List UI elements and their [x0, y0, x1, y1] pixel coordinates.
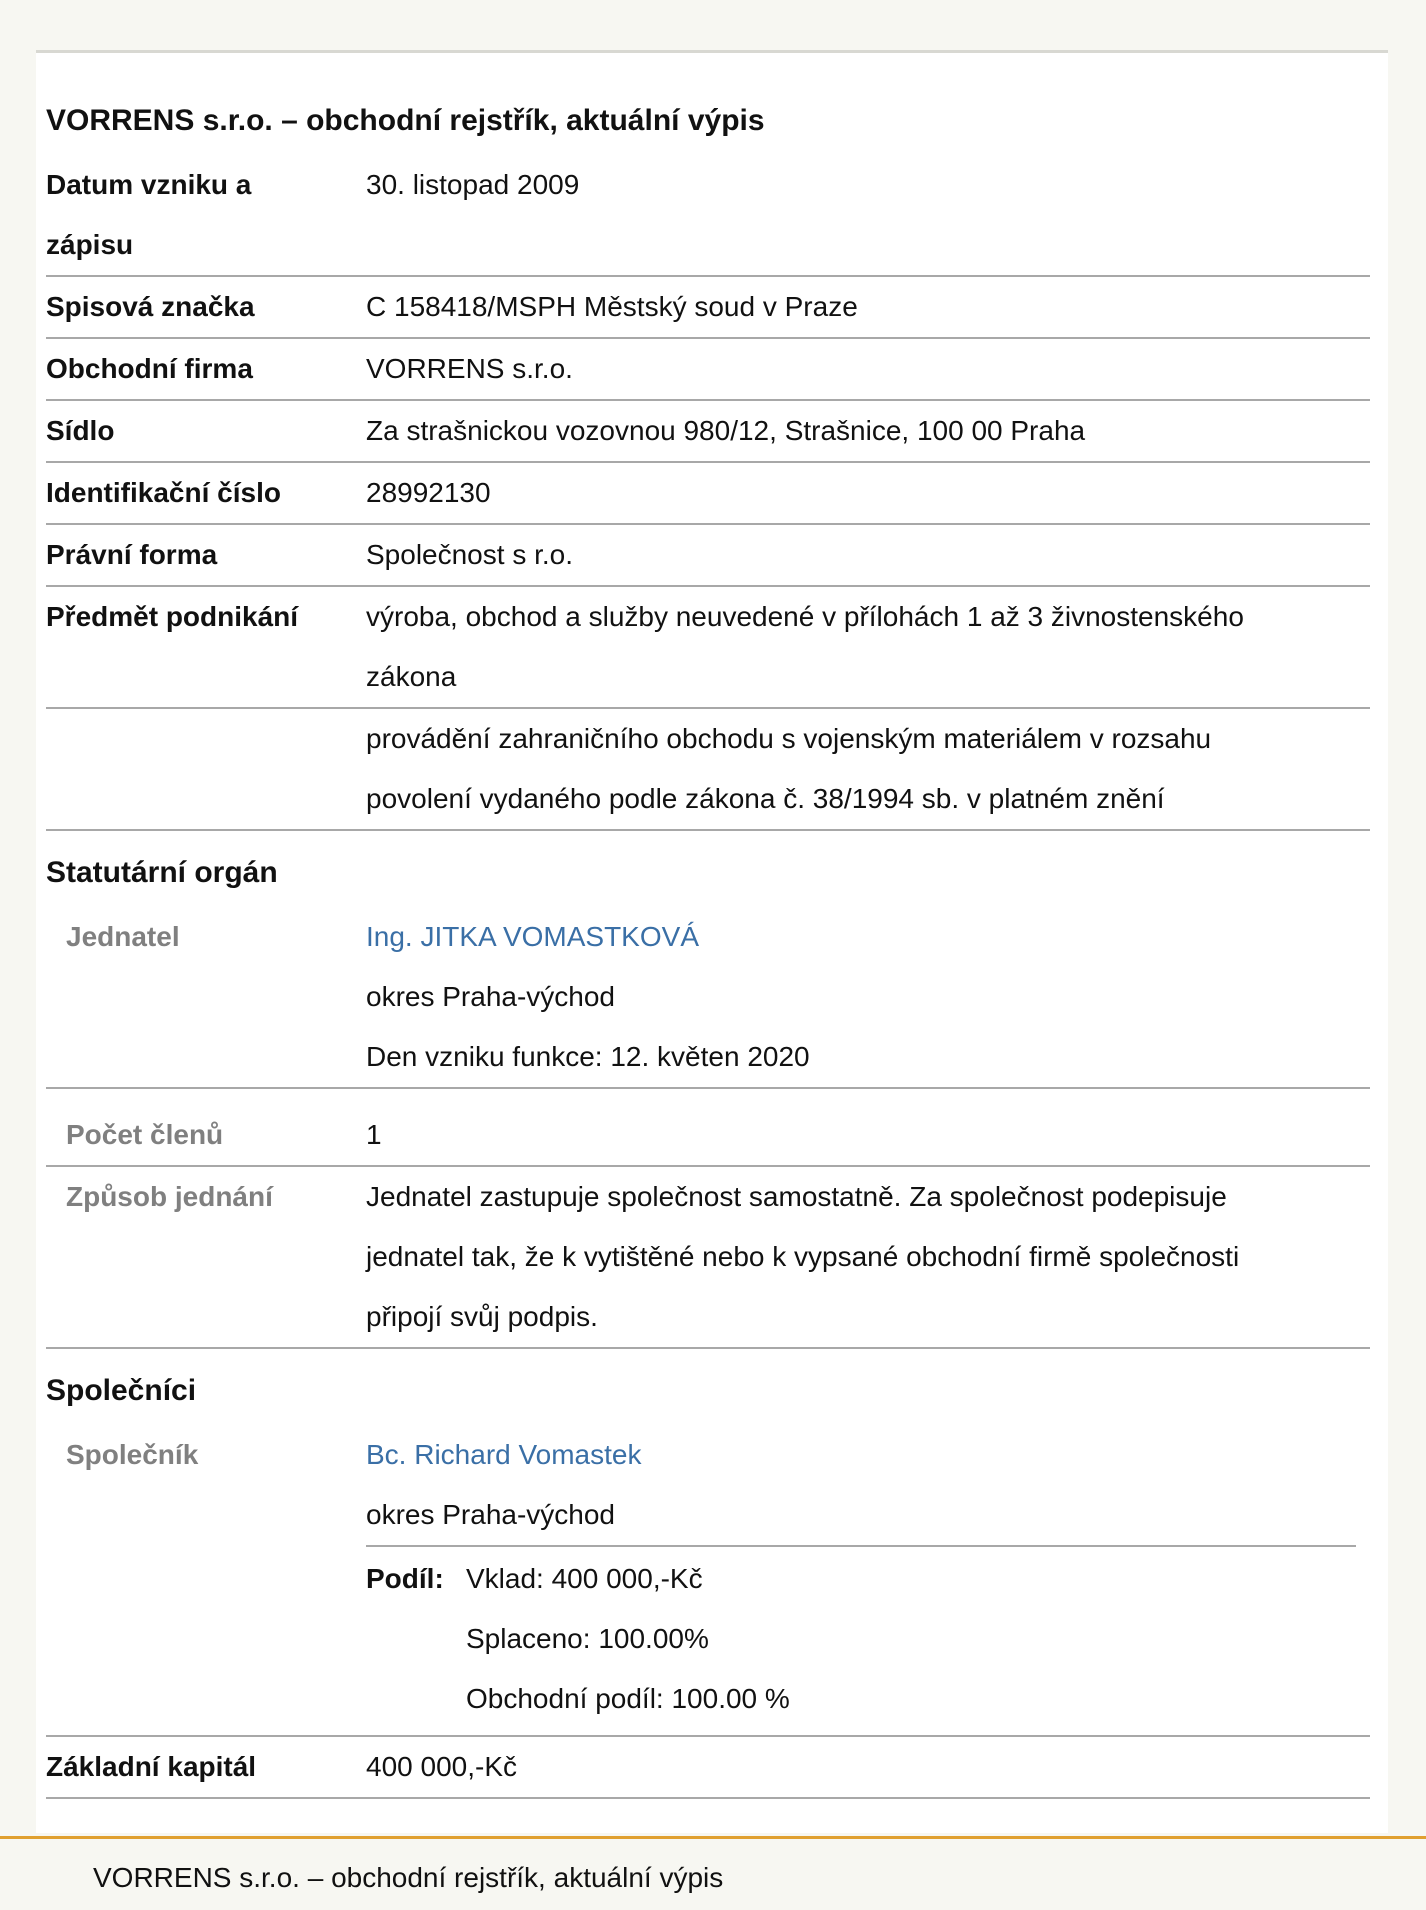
row-label: Právní forma	[46, 539, 218, 570]
row-value: Za strašnickou vozovnou 980/12, Strašnice, 100 00 Praha	[366, 415, 1086, 446]
row-value: 28992130	[366, 477, 491, 508]
share-vklad: Vklad: 400 000,-Kč	[466, 1563, 703, 1594]
row-value	[366, 907, 1366, 1087]
row-value: C 158418/MSPH Městský soud v Praze	[366, 291, 858, 322]
row-obchodni-firma	[46, 339, 1370, 401]
row-value-line: zákona	[366, 661, 457, 692]
share-label: Podíl:	[366, 1563, 444, 1594]
share-divider	[366, 1545, 1356, 1547]
row-label: Počet členů	[66, 1119, 224, 1150]
row-predmet-podnikani	[46, 587, 1370, 709]
footer-divider	[0, 1836, 1426, 1839]
row-value-line: Jednatel zastupuje společnost samostatně. Za společnost podepisuje	[366, 1181, 1227, 1212]
row-spolecnik	[46, 1425, 1370, 1737]
row-value: 30. listopad 2009	[366, 169, 580, 200]
row-pravni-forma	[46, 525, 1370, 587]
row-label: Sídlo	[46, 415, 115, 446]
row-label: Základní kapitál	[46, 1751, 257, 1782]
row-sidlo	[46, 401, 1370, 463]
row-label	[46, 155, 336, 275]
page-title: VORRENS s.r.o. – obchodní rejstřík, aktuální výpis	[46, 104, 765, 137]
row-label: Spisová značka	[46, 291, 255, 322]
row-spisova-znacka	[46, 277, 1370, 339]
row-value: VORRENS s.r.o.	[366, 353, 573, 384]
person-district: okres Praha-východ	[366, 1499, 616, 1530]
person-link-spolecnik[interactable]: Bc. Richard Vomastek	[366, 1439, 642, 1470]
register-extract-card	[36, 50, 1388, 1833]
row-value	[366, 1425, 1366, 1545]
row-label: Identifikační číslo	[46, 477, 281, 508]
row-label-line: Datum vzniku a	[46, 169, 252, 200]
person-link-jednatel[interactable]: Ing. JITKA VOMASTKOVÁ	[366, 921, 699, 952]
row-value	[366, 1167, 1366, 1347]
row-pocet-clenu	[46, 1105, 1370, 1167]
row-zakladni-kapital	[46, 1737, 1370, 1799]
share-obchodni-podil: Obchodní podíl: 100.00 %	[466, 1683, 790, 1714]
row-value-line: jednatel tak, že k vytištěné nebo k vypsané obchodní firmě společnosti	[366, 1241, 1240, 1272]
function-since: Den vzniku funkce: 12. květen 2020	[366, 1041, 810, 1072]
row-value: Společnost s r.o.	[366, 539, 574, 570]
section-title-statutarni-organ: Statutární orgán	[46, 856, 278, 889]
row-label: Předmět podnikání	[46, 601, 299, 632]
person-district: okres Praha-východ	[366, 981, 616, 1012]
row-value: 400 000,-Kč	[366, 1751, 517, 1782]
row-jednatel	[46, 907, 1370, 1089]
row-label: Jednatel	[66, 921, 180, 952]
row-datum-vzniku	[46, 155, 1370, 277]
row-value-line: připojí svůj podpis.	[366, 1301, 598, 1332]
row-label-line: zápisu	[46, 229, 134, 260]
row-value-line: povolení vydaného podle zákona č. 38/1994 sb. v platném znění	[366, 783, 1165, 814]
section-title-spolecnici: Společníci	[46, 1374, 197, 1407]
row-label: Obchodní firma	[46, 353, 253, 384]
row-identifikacni-cislo	[46, 463, 1370, 525]
row-label: Společník	[66, 1439, 199, 1470]
row-value-line: provádění zahraničního obchodu s vojenským materiálem v rozsahu	[366, 723, 1212, 754]
footer-title: VORRENS s.r.o. – obchodní rejstřík, aktuální výpis	[93, 1862, 724, 1893]
row-predmet-podnikani-2	[46, 709, 1370, 831]
share-splaceno: Splaceno: 100.00%	[466, 1623, 709, 1654]
row-value	[366, 709, 1366, 829]
row-value: 1	[366, 1119, 382, 1150]
row-value-line: výroba, obchod a služby neuvedené v přílohách 1 až 3 živnostenského	[366, 601, 1244, 632]
row-value	[366, 587, 1366, 707]
row-zpusob-jednani	[46, 1167, 1370, 1349]
row-label: Způsob jednání	[66, 1181, 273, 1212]
